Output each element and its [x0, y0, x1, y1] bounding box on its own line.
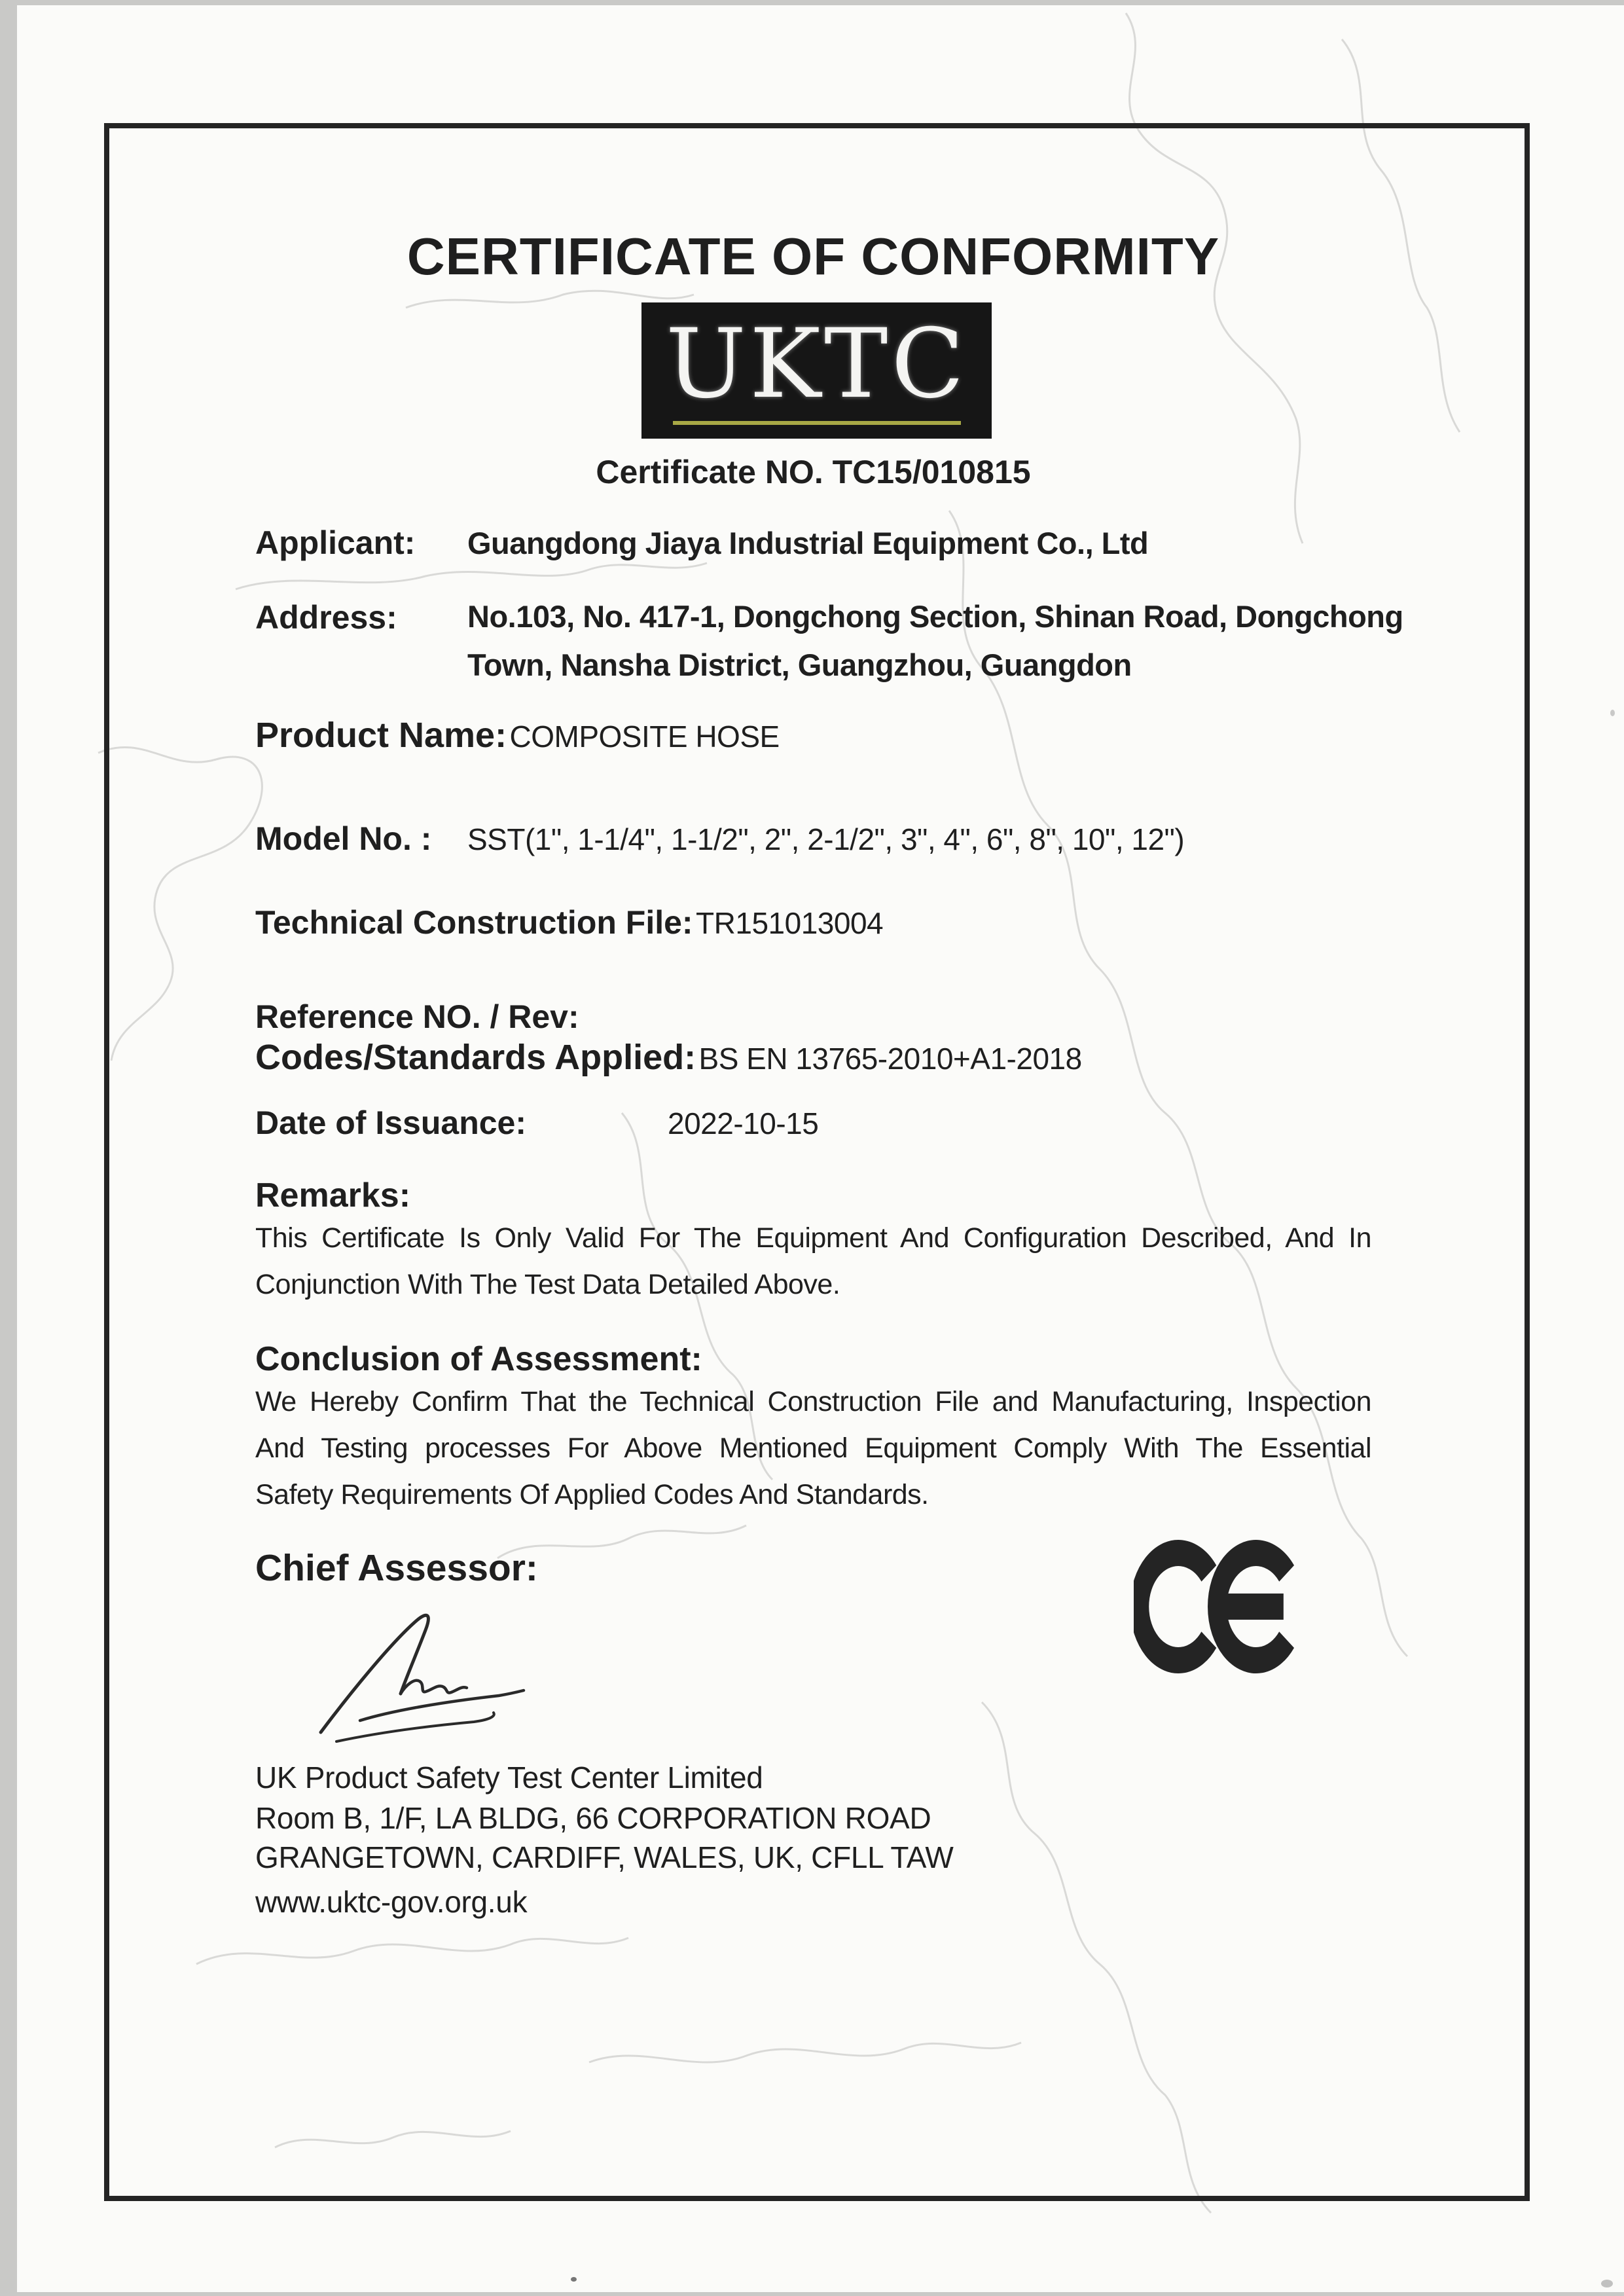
applicant-label: Applicant: — [255, 524, 416, 561]
issuer-address-line2: GRANGETOWN, CARDIFF, WALES, UK, CFLL TAW — [255, 1840, 954, 1874]
product-name-label: Product Name: — [255, 716, 507, 755]
product-name-row — [255, 715, 780, 756]
codes-standards-label: Codes/Standards Applied: — [255, 1038, 696, 1077]
conclusion-heading: Conclusion of Assessment: — [255, 1340, 702, 1378]
scan-speck — [1610, 710, 1615, 716]
product-name-value: COMPOSITE HOSE — [509, 720, 780, 754]
chief-assessor-signature — [302, 1592, 538, 1746]
address-label: Address: — [255, 599, 397, 636]
remarks-text-line1: This Certificate Is Only Valid For The Equipment And Configuration Described, And In — [255, 1222, 1371, 1254]
uktc-logo-underline — [673, 421, 961, 425]
certificate-title: CERTIFICATE OF CONFORMITY — [406, 227, 1220, 285]
date-of-issuance-value: 2022-10-15 — [668, 1106, 819, 1140]
model-no-label: Model No. : — [255, 820, 432, 857]
conclusion-text-line3: Safety Requirements Of Applied Codes And Standards. — [255, 1479, 929, 1510]
technical-construction-file-row — [255, 903, 883, 941]
ce-mark-icon — [1134, 1535, 1299, 1679]
scan-speck — [571, 2277, 577, 2282]
remarks-heading: Remarks: — [255, 1176, 411, 1214]
tcf-value: TR151013004 — [696, 906, 884, 940]
tcf-label: Technical Construction File: — [255, 904, 693, 941]
remarks-text-line2: Conjunction With The Test Data Detailed Above. — [255, 1269, 840, 1300]
codes-standards-row — [255, 1037, 1082, 1078]
uktc-logo-text: UKTC — [665, 308, 968, 420]
applicant-value: Guangdong Jiaya Industrial Equipment Co., Ltd — [467, 526, 1149, 560]
conclusion-text-line2: And Testing processes For Above Mentioned Equipment Comply With The Essential — [255, 1432, 1371, 1464]
model-no-value: SST(1", 1-1/4", 1-1/2", 2", 2-1/2", 3", 4", 6", 8", 10", 12") — [467, 822, 1185, 856]
issuer-address-line1: Room B, 1/F, LA BLDG, 66 CORPORATION ROAD — [255, 1801, 931, 1835]
conclusion-text-line1: We Hereby Confirm That the Technical Construction File and Manufacturing, Inspection — [255, 1386, 1371, 1417]
reference-rev-label: Reference NO. / Rev: — [255, 998, 579, 1035]
codes-standards-value: BS EN 13765-2010+A1-2018 — [698, 1042, 1082, 1076]
scan-speck — [1601, 2280, 1613, 2287]
address-value-line2: Town, Nansha District, Guangzhou, Guangdon — [467, 647, 1132, 682]
address-value-line1: No.103, No. 417-1, Dongchong Section, Shinan Road, Dongchong — [467, 599, 1403, 634]
issuer-website: www.uktc-gov.org.uk — [255, 1885, 528, 1919]
issuer-company-name: UK Product Safety Test Center Limited — [255, 1760, 763, 1795]
chief-assessor-label: Chief Assessor: — [255, 1547, 538, 1589]
date-of-issuance-label: Date of Issuance: — [255, 1104, 527, 1141]
uktc-logo — [641, 302, 992, 439]
certificate-number-line: Certificate NO. TC15/010815 — [596, 454, 1031, 490]
